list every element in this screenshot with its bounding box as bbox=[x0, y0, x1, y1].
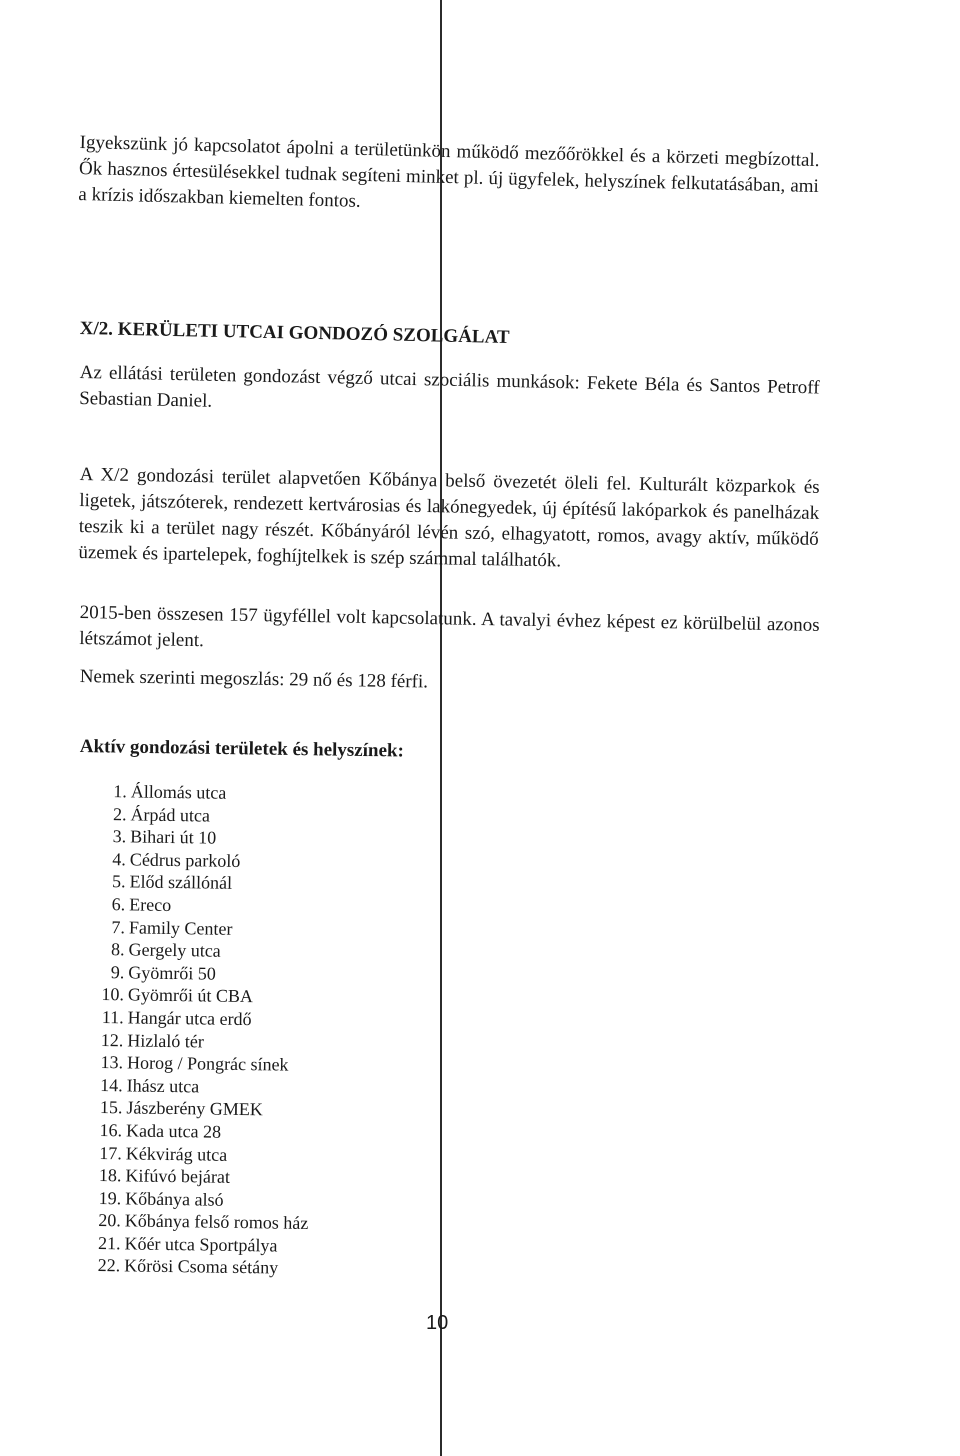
list-item-number: 12. bbox=[100, 1029, 124, 1050]
list-item-number: 2. bbox=[112, 803, 127, 824]
list-item-text: Kőrösi Csoma sétány bbox=[124, 1255, 279, 1279]
list-item-number: 8. bbox=[110, 939, 125, 960]
list-item-text: Hizlaló tér bbox=[127, 1029, 204, 1052]
list-item-number: 20. bbox=[98, 1210, 121, 1231]
list-item-number: 11. bbox=[101, 1006, 124, 1028]
list-item-text: Ereco bbox=[129, 894, 172, 915]
staff-paragraph: Az ellátási területen gondozást végző utcai szociális munkások: Fekete Béla és Santos Petroff Sebastian Daniel. bbox=[78, 361, 820, 412]
list-item-text: Cédrus parkoló bbox=[129, 849, 241, 871]
list-item-text: Kőbánya felső romos ház bbox=[124, 1210, 309, 1234]
list-item-text: Gyömrői 50 bbox=[128, 962, 216, 984]
list-item-number: 5. bbox=[111, 871, 126, 892]
page-number: 10 bbox=[426, 1312, 449, 1334]
list-item-number: 15. bbox=[99, 1097, 123, 1118]
list-item-number: 16. bbox=[99, 1119, 123, 1141]
list-item-text: Jászberény GMEK bbox=[126, 1097, 264, 1120]
list-item-number: 18. bbox=[98, 1165, 122, 1186]
list-item-number: 19. bbox=[98, 1187, 122, 1209]
list-item-text: Előd szállónál bbox=[129, 871, 233, 894]
list-item-text: Kékvirág utca bbox=[125, 1142, 228, 1165]
location-list bbox=[93, 780, 500, 1283]
list-item-number: 1. bbox=[113, 781, 127, 802]
list-title: Aktív gondozási területek és helyszínek: bbox=[79, 736, 405, 762]
list-item-text: Bihari út 10 bbox=[130, 826, 217, 848]
list-item-text: Hangár utca erdő bbox=[127, 1007, 252, 1030]
list-item-number: 10. bbox=[101, 984, 125, 1005]
list-item-text: Ihász utca bbox=[126, 1075, 200, 1097]
intro-paragraph: Igyekszünk jó kapcsolatot ápolni a területünkön működő mezőőrökkel és a körzeti megbízottal. Ők hasznos értesülésekkel tudnak segíteni minket pl. új ügyfelek, helyszínek felkutatásában, ami a krízis időszakban kiemelten fontos. bbox=[78, 131, 820, 212]
list-item-text: Árpád utca bbox=[130, 804, 211, 826]
list-item-number: 7. bbox=[111, 916, 126, 937]
clients-paragraph: 2015-ben összesen 157 ügyféllel volt kapcsolatunk. A tavalyi évhez képest ez körülbelül azonos létszámot jelent. bbox=[79, 601, 820, 652]
list-item-number: 9. bbox=[110, 961, 125, 983]
list-item-number: 13. bbox=[100, 1052, 124, 1073]
list-item-number: 3. bbox=[112, 826, 127, 847]
area-paragraph: A X/2 gondozási terület alapvetően Kőbánya belső övezetét öleli fel. Kulturált közparkok és ligetek, játszóterek, rendezett kertvárosias és lakónegyedek, új építésű lakóparkok és panelházak teszik ki a terület nagy részét. Kőbányáról lévén szó, elhagyatott, romos, avagy aktív, működő üzemek és ipartelepek, foghíjtelkek is szép számmal találhatók. bbox=[78, 463, 820, 572]
list-item-number: 4. bbox=[112, 848, 127, 870]
list-item-text: Kifúvó bejárat bbox=[125, 1165, 231, 1187]
list-item-text: Gergely utca bbox=[128, 939, 221, 961]
list-item-text: Kőér utca Sportpálya bbox=[124, 1233, 278, 1256]
list-item bbox=[93, 1254, 493, 1282]
section-heading: X/2. KERÜLETI UTCAI GONDOZÓ SZOLGÁLAT bbox=[79, 318, 510, 348]
list-item-text: Állomás utca bbox=[130, 781, 227, 803]
gender-paragraph: Nemek szerinti megoszlás: 29 nő és 128 férfi. bbox=[79, 665, 429, 693]
list-item-text: Kada utca 28 bbox=[125, 1120, 222, 1142]
list-item-number: 14. bbox=[100, 1074, 123, 1096]
list-item-text: Horog / Pongrác sínek bbox=[126, 1052, 289, 1075]
list-item-number: 21. bbox=[97, 1232, 121, 1254]
list-item-number: 17. bbox=[99, 1142, 122, 1163]
list-item-number: 22. bbox=[97, 1255, 121, 1276]
list-item-text: Gyömrői út CBA bbox=[127, 984, 254, 1007]
list-item-text: Family Center bbox=[128, 916, 233, 939]
list-item-number: 6. bbox=[111, 894, 126, 915]
list-item-text: Kőbánya alsó bbox=[125, 1188, 224, 1210]
